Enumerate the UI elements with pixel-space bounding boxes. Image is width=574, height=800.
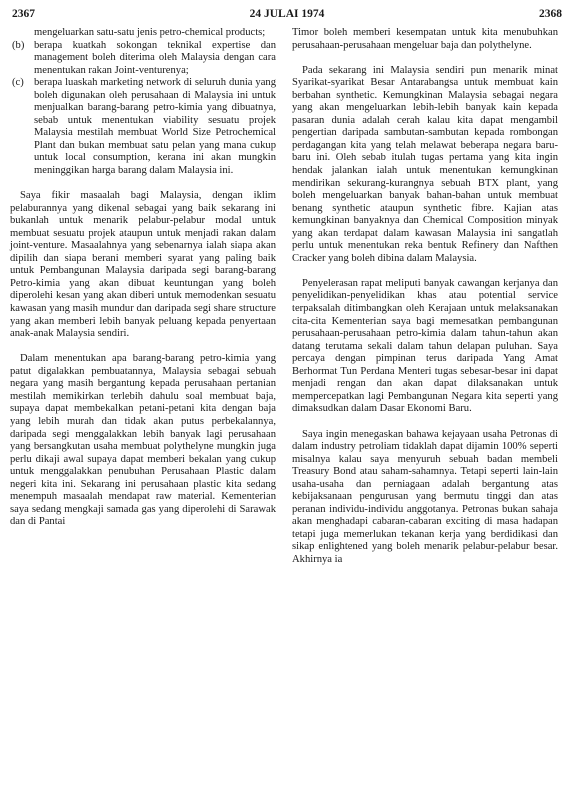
left-page-number: 2367: [12, 8, 35, 20]
paragraph: Saya ingin menegaskan bahawa kejayaan usaha Petronas di dalam industry petroliam tidaklah dapat dijamin 100% seperti misalnya kalau saya menyuruh sebuah badan membeli Treasury Bond atau saham-sahamnya. Tetapi seperti lain-lain usaha-usaha dan perniagaan adalah bergantung atas kebijaksanaan pengurusan yang bermutu tinggi dan atas peranan individu-individu anggotanya. Petronas bukan sahaja akan menghadapi cabaran-cabaran exciting di masa hadapan tetapi juga memerlukan tekanan kerja yang berdidikasi dan sikap enlightened yang boleh menarik pelabur-pelabur besar. Akhirnya ia: [292, 428, 558, 565]
list-item-text: berapa kuatkah sokongan teknikal expertise dan management boleh diterima oleh Malaysia dengan cara menentukan rakan Joint-venturenya;: [34, 39, 276, 76]
paragraph: Dalam menentukan apa barang-barang petro-kimia yang patut digalakkan pembuatannya, Malaysia sebagai sebuah negara yang masih bergantung kepada perusahaan pertanian mestilah memikirkan terlebih dahulu soal membuat baja, supaya dapat membekalkan petani-petani kita dengan baja yang lebih murah dan tidak akan putus perbekalannya, daripada segi menggalakkan lebih banyak lagi perusahaan yang bersangkutan usaha membuat polythelyne mungkin juga perlu dikaji awal supaya dapat memberi bekalan yang cukup untuk menggalakkan penubuhan Perusahaan Plastic dalam negeri kita ini. Sekarang ini perusahaan plastic kita sedang menempuh masaalah mendapat raw material. Kementerian saya sedang mengkaji samada gas yang diperolehi di Sarawak dan di Pantai: [10, 353, 276, 528]
list-item-label: (b): [12, 39, 25, 51]
list-item-c: [10, 77, 276, 177]
page-header: [0, 8, 574, 24]
paragraph: Penyelerasan rapat meliputi banyak cawangan kerjanya dan penyelidikan-penyelidikan khas atau potential service terpaksalah ditimbangkan oleh Kerajaan untuk melaksanakan cita-cita Kementerian saya bagi memesatkan pembangunan perusahaan-perusahaan petro-kimia dalam tahun-tahun akan datang terutama sekali dalam tahun delapan puluhan. Saya percaya dengan pimpinan terus daripada Yang Amat Berhormat Tun Perdana Menteri tugas sebesar-besar ini dapat menjadi rengan dan akan dapat dilaksanakan untuk mempercepatkan lagi Pembangunan Negara kita seperti yang dimaksudkan dalam Dasar Ekonomi Baru.: [292, 277, 558, 415]
paragraph-continuation: Timor boleh memberi kesempatan untuk kita menubuhkan perusahaan-perusahaan mengeluar baja dan polythelyne.: [292, 27, 558, 51]
paragraph: Pada sekarang ini Malaysia sendiri pun menarik minat Syarikat-syarikat Besar Antarabangsa untuk membuat kain berbahan synthetic. Kemungkinan Malaysia sebagai negara yang akan mengeluarkan lebih-lebih banyak kain kepada pasaran dunia adalah cerah kalau kita dapat mengambil pengertian daripada sambutan-sambutan kepada rombongan perdagangan kita yang telah melawat beberapa negara baru-baru ini. Oleh sebab itulah tugas pertama yang kita ingin hendak jalankan ialah untuk menentukan kemungkinan mendirikan sekurang-kurangnya sebuah BTX plant, yang boleh mengeluarkan banyak bahan-bahan untuk membuat benang synthetic ataupun synthetic fibre. Kajian atas kemungkinan banyaknya dan Chemical Composition minyak yang akan terdapat dalam kawasan Malaysia ini sangatlah perlu untuk menentukan reka bentuk Refinery dan Nafthen Cracker yang boleh dibina dalam Malaysia.: [292, 64, 558, 264]
right-column: [292, 27, 558, 567]
left-column: [10, 27, 276, 529]
list-item-text: berapa luaskah marketing network di seluruh dunia yang boleh digunakan oleh perusahaan di Malaysia ini untuk menjualkan barang-barang petro-kimia yang dibuatnya, sebab untuk menentukan viability sesuatu projek Malaysia mestilah membuat World Size Petrochemical Plant dan bukan membuat satu pelan yang mana cukup untuk local consumption, kerana ini akan mungkin meninggikan harga barang dalam Malaysia ini.: [34, 77, 276, 177]
right-page-number: 2368: [539, 8, 562, 20]
list-item-label: (c): [12, 77, 24, 89]
list-item-b: [10, 40, 276, 78]
paragraph: Saya fikir masaalah bagi Malaysia, dengan iklim pelaburannya yang dikenal sebagai yang baik sekarang ini bukanlah untuk menarik pelabur-pelabur modal untuk membuat sesuatu projek ataupun untuk menjadi rakan dalam joint-venture. Masaalahnya yang sebenarnya ialah siapa akan dipilih dan siapa berani memberi syarat yang paling baik untuk Pembangunan Malaysia daripada segi barang-barang Petro-kimia yang akan dibuat keuntungan yang boleh diperolehi kesan yang akan diberi untuk memodenkan sesuatu kawasan yang masih mundur dan daripada segi share structure yang akan memberi lebih banyak peluang kepada penyertaan anak-anak Malaysia sendiri.: [10, 190, 276, 340]
header-date: 24 JULAI 1974: [249, 8, 325, 20]
list-item-continuation: mengeluarkan satu-satu jenis petro-chemical products;: [34, 27, 266, 38]
